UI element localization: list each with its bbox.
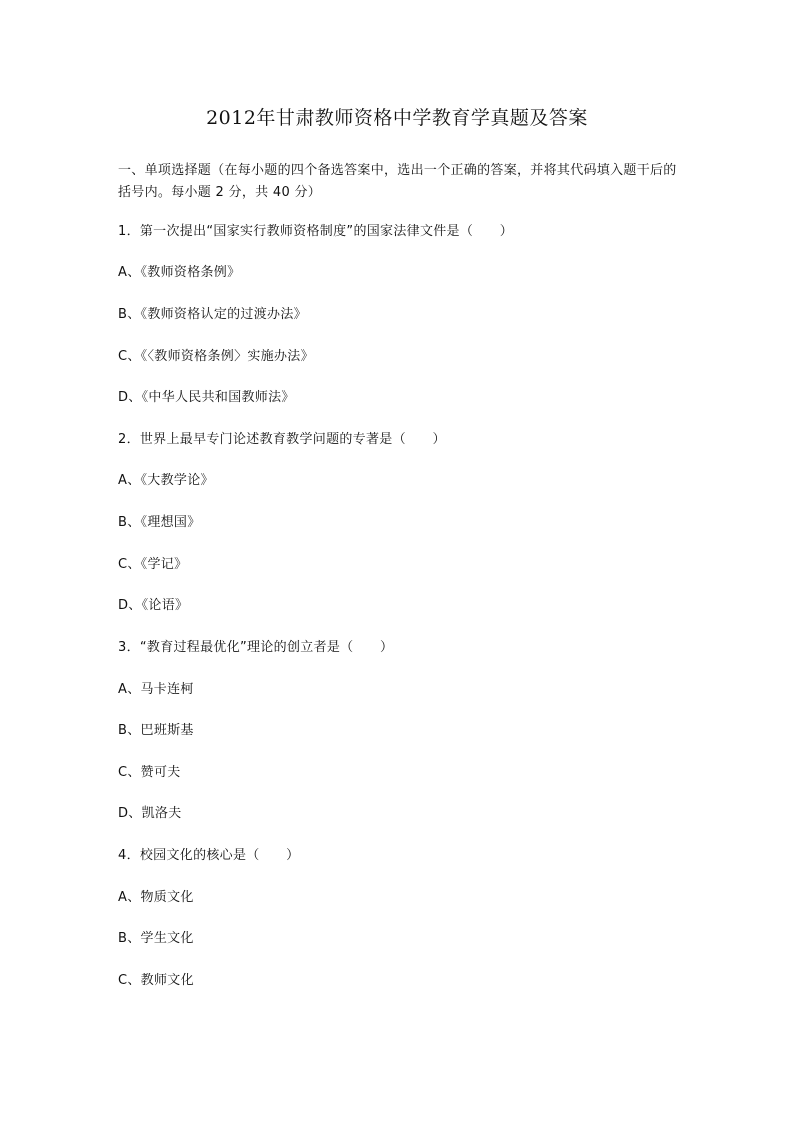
question-2-stem: 2．世界上最早专门论述教育教学问题的专著是（ ）	[118, 432, 446, 447]
question-4-stem: 4．校园文化的核心是（ ）	[118, 848, 300, 863]
question-2-option-a: A、《大教学论》	[118, 473, 214, 488]
question-1-option-b: B、《教师资格认定的过渡办法》	[118, 307, 307, 322]
question-3-stem: 3．“教育过程最优化”理论的创立者是（ ）	[118, 640, 394, 655]
question-1-option-a: A、《教师资格条例》	[118, 265, 241, 280]
question-4-option-b: B、学生文化	[118, 931, 194, 946]
question-3-option-a: A、马卡连柯	[118, 682, 194, 697]
question-2-option-d: D、《论语》	[118, 598, 189, 613]
question-3-option-d: D、凯洛夫	[118, 806, 182, 821]
question-1-stem: 1．第一次提出“国家实行教师资格制度”的国家法律文件是（ ）	[118, 224, 514, 239]
question-2-option-b: B、《理想国》	[118, 515, 201, 530]
question-1-option-d: D、《中华人民共和国教师法》	[118, 390, 295, 405]
question-3-option-c: C、赞可夫	[118, 765, 181, 780]
document-title: 2012年甘肃教师资格中学教育学真题及答案	[206, 107, 588, 129]
question-4-option-a: A、物质文化	[118, 890, 194, 905]
question-4-option-c: C、教师文化	[118, 973, 194, 988]
question-3-option-b: B、巴班斯基	[118, 723, 194, 738]
section-heading: 一、单项选择题（在每小题的四个备选答案中，选出一个正确的答案，并将其代码填入题干后的括号内。每小题 2 分，共 40 分）	[118, 163, 677, 200]
question-1-option-c: C、《〈教师资格条例〉实施办法》	[118, 349, 314, 364]
question-2-option-c: C、《学记》	[118, 557, 188, 572]
